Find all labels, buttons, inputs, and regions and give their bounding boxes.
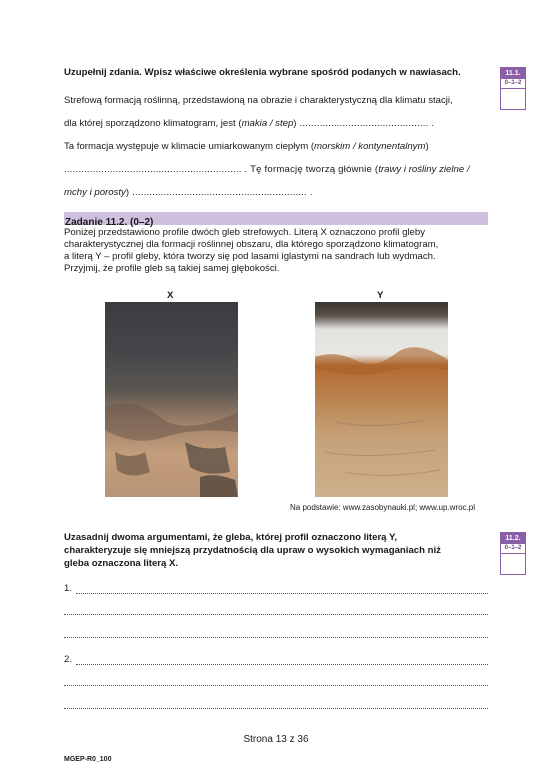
task-11-2-question-line1: Uzasadnij dwoma argumentami, że gleba, której profil oznaczono literą Y, bbox=[64, 532, 398, 543]
score-box-11-2 bbox=[500, 532, 526, 575]
photo-label-y: Y bbox=[377, 290, 384, 301]
line3-text-a: Ta formacja występuje w klimacie umiarkowanym ciepłym ( bbox=[64, 141, 315, 152]
line5-options: mchy i porosty bbox=[64, 187, 126, 198]
line3-text-b: ) bbox=[425, 141, 429, 152]
answer-2-label: 2. bbox=[64, 654, 73, 665]
task-11-1-line2 bbox=[64, 118, 434, 130]
line5-answer-blank[interactable]: ) ............................................................. . bbox=[125, 187, 313, 198]
task-11-2-desc-line1: Poniżej przedstawiono profile dwóch gleb strefowych. Literą X oznaczono profil gleby bbox=[64, 227, 426, 238]
line2-options: makia / step bbox=[241, 118, 294, 129]
task-11-2-desc-line4: Przyjmij, że profile gleb są takiej samej głębokości. bbox=[64, 263, 280, 274]
answer-1-label: 1. bbox=[64, 583, 73, 594]
task-11-2-header: Zadanie 11.2. (0–2) bbox=[65, 217, 154, 228]
task-11-1-line3 bbox=[64, 141, 429, 153]
score-box-input[interactable] bbox=[501, 89, 525, 109]
score-box-points: 0–1–2 bbox=[501, 79, 525, 89]
line2-answer-blank[interactable]: ) ............................................. . bbox=[293, 118, 435, 129]
line3-options: morskim / kontynentalnym bbox=[314, 141, 426, 152]
task-11-1-line4 bbox=[64, 164, 469, 176]
answer-2-line-1[interactable] bbox=[76, 664, 488, 665]
task-11-2-desc-line2: charakterystycznej dla formacji roślinnej obszaru, dla którego sporządzono klimatogram, bbox=[64, 239, 439, 250]
photo-label-x: X bbox=[167, 290, 174, 301]
task-11-2-header-bar bbox=[64, 212, 488, 228]
score-box-points: 0–1–2 bbox=[501, 544, 525, 554]
task-11-1-instruction: Uzupełnij zdania. Wpisz właściwe określenia wybrane spośród podanych w nawiasach. bbox=[64, 67, 461, 78]
line4-answer-blank[interactable]: .............................................................. . Tę formację tworzą głównie ( bbox=[64, 164, 379, 175]
soil-profile-y-image bbox=[315, 302, 448, 497]
answer-2-line-3[interactable] bbox=[64, 708, 488, 709]
exam-code: MGEP-R0_100 bbox=[64, 756, 112, 763]
task-11-2-desc-line3: a literą Y – profil gleby, która tworzy się pod lasami iglastymi na sandrach lub wydmach. bbox=[64, 251, 436, 262]
image-source: Na podstawie: www.zasobynauki.pl; www.up.wroc.pl bbox=[290, 503, 475, 512]
task-11-1-line1: Strefową formacją roślinną, przedstawioną na obrazie i charakterystyczną dla klimatu stacji, bbox=[64, 95, 453, 106]
line4-options: trawy i rośliny zielne / bbox=[378, 164, 470, 175]
score-box-number: 11.1. bbox=[501, 68, 525, 79]
score-box-input[interactable] bbox=[501, 554, 525, 574]
answer-1-line-1[interactable] bbox=[76, 593, 488, 594]
task-11-2-question-line2: charakteryzuje się mniejszą przydatnością dla upraw o wysokich wymaganiach niż bbox=[64, 545, 441, 556]
score-box-11-1 bbox=[500, 67, 526, 110]
task-11-1-line5 bbox=[64, 187, 313, 199]
task-11-2-question-line3: gleba oznaczona literą X. bbox=[64, 558, 179, 569]
line2-text-a: dla której sporządzono klimatogram, jest ( bbox=[64, 118, 242, 129]
page-number: Strona 13 z 36 bbox=[243, 734, 309, 745]
answer-1-line-3[interactable] bbox=[64, 637, 488, 638]
soil-profile-x-image bbox=[105, 302, 238, 497]
answer-2-line-2[interactable] bbox=[64, 685, 488, 686]
answer-1-line-2[interactable] bbox=[64, 614, 488, 615]
score-box-number: 11.2. bbox=[501, 533, 525, 544]
